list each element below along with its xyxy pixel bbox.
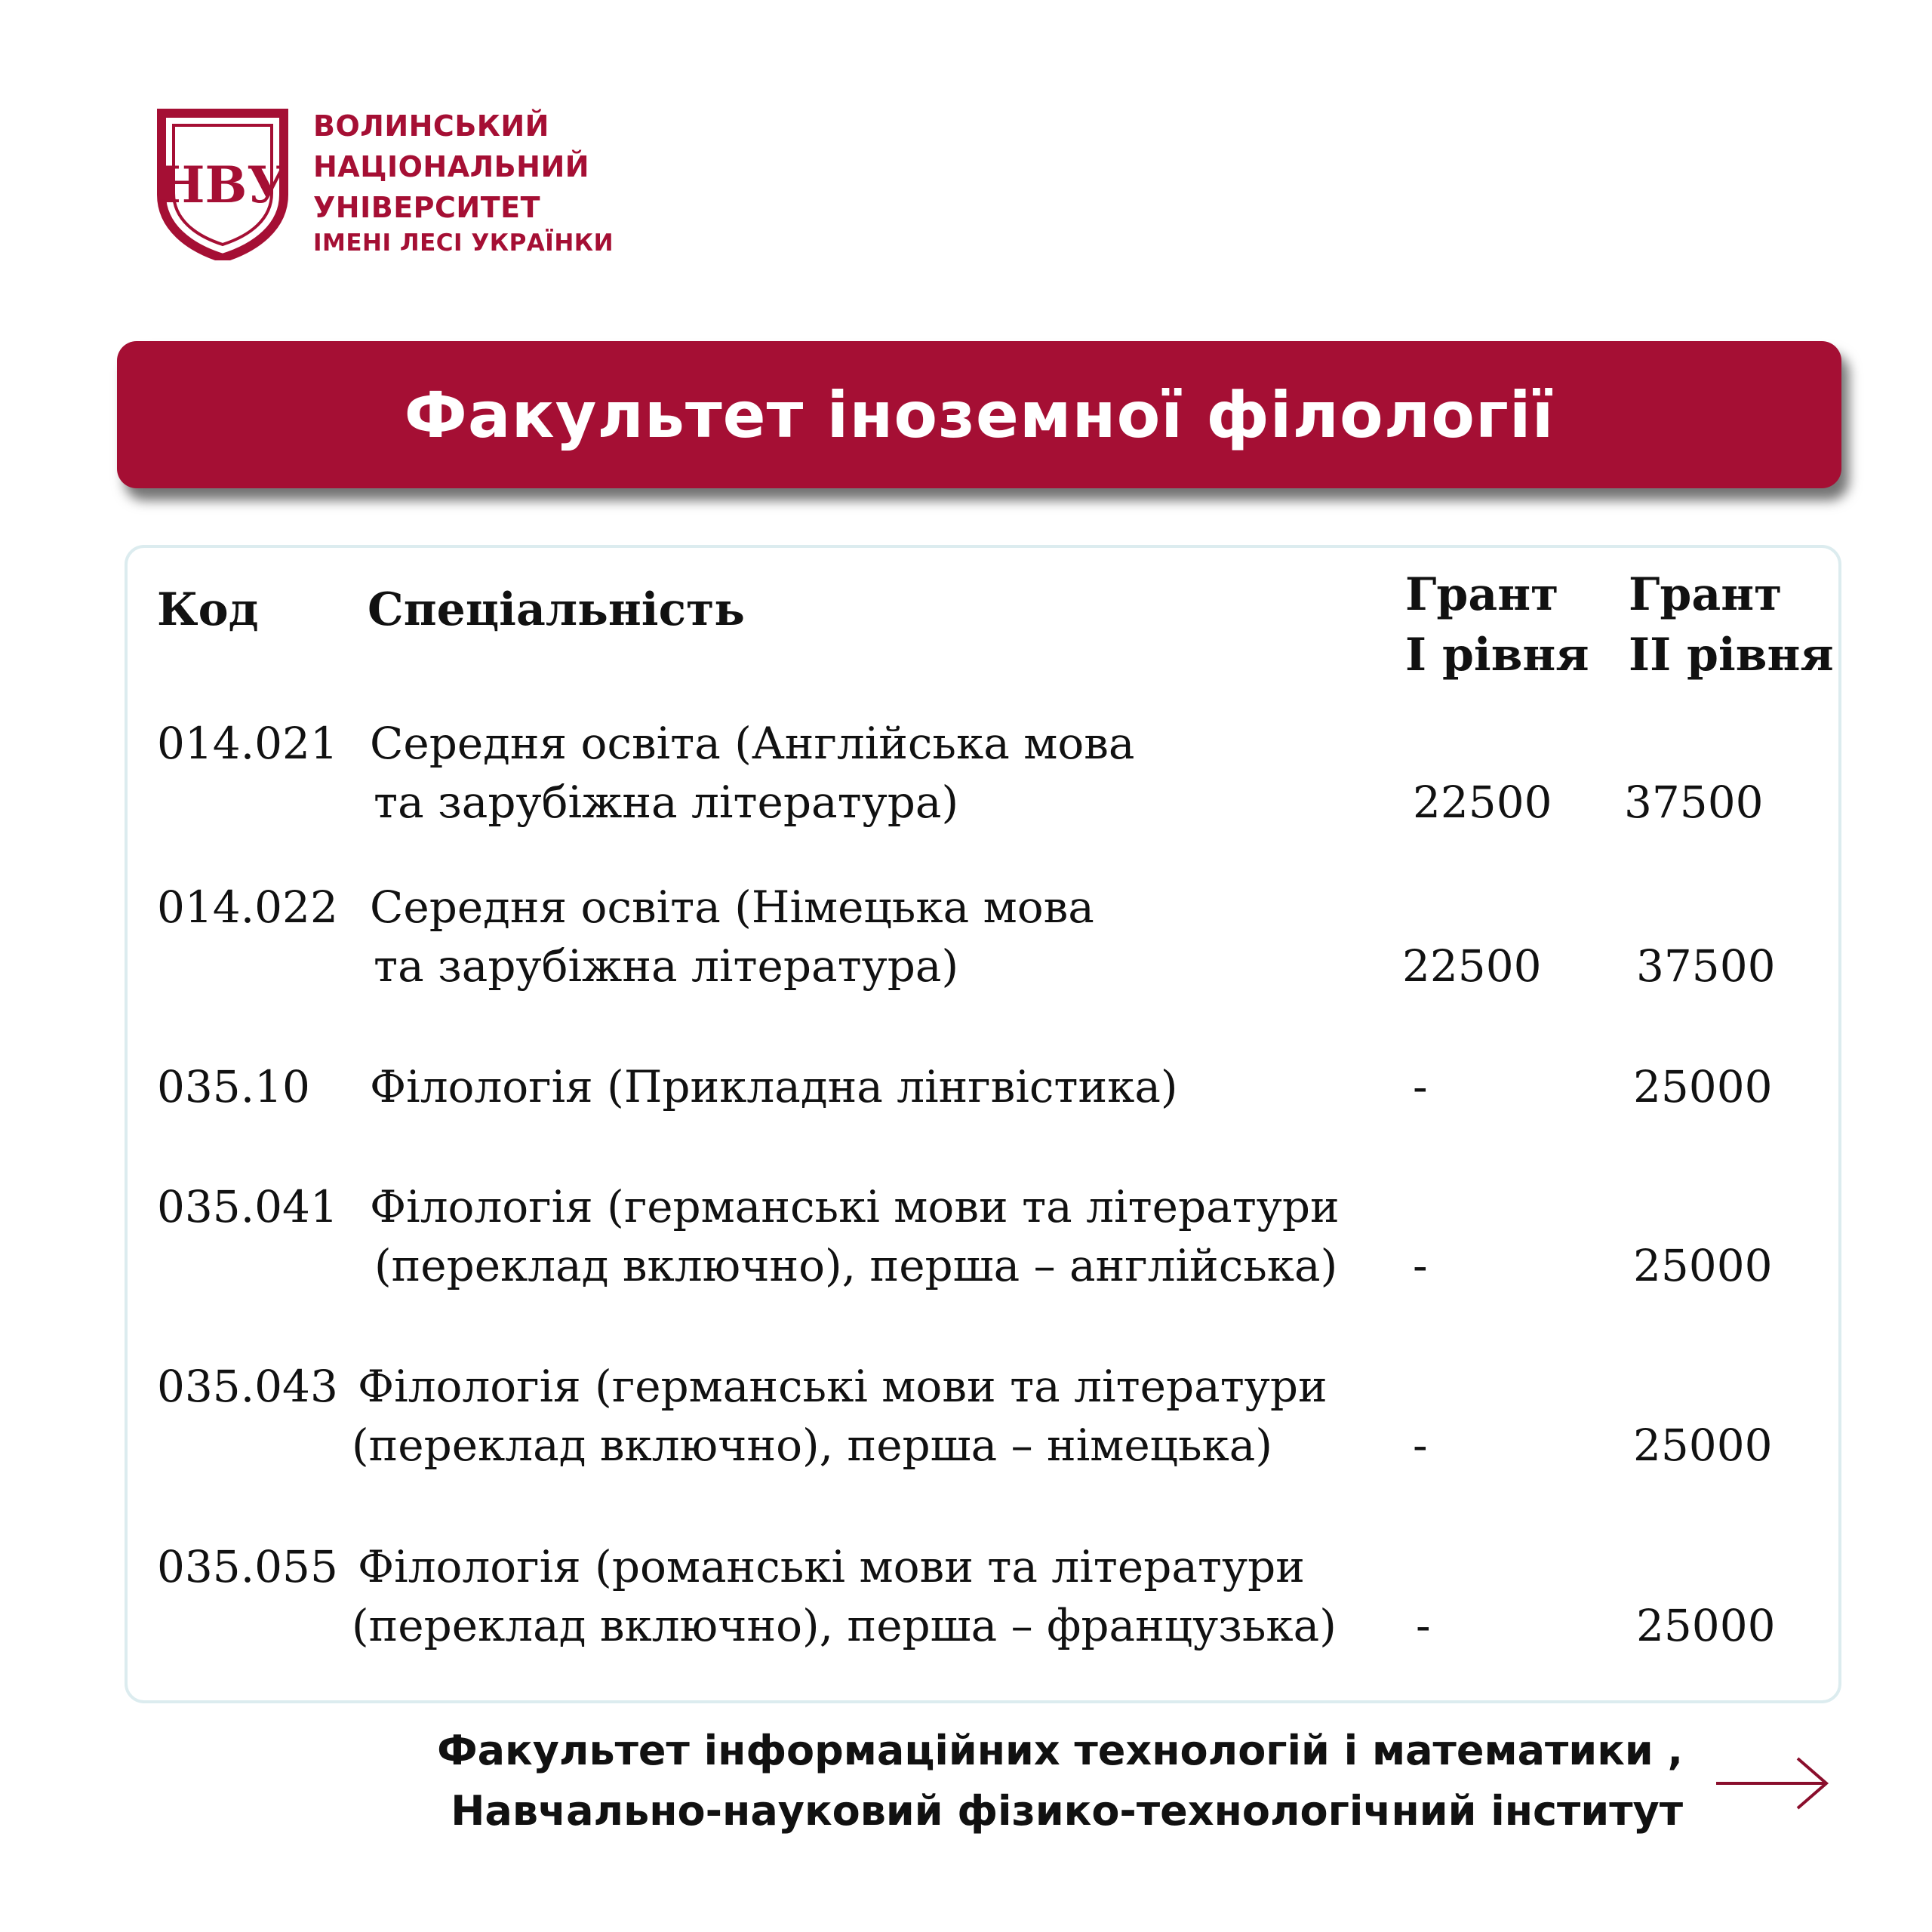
row-3-code: 035.10 xyxy=(157,1061,310,1112)
university-name-line-4: ІМЕНІ ЛЕСІ УКРАЇНКИ xyxy=(313,229,614,257)
row-1-grant-2: 37500 xyxy=(1624,777,1764,828)
header-specialty: Спеціальність xyxy=(368,583,746,636)
row-4-code: 035.041 xyxy=(157,1181,338,1232)
header-grant-2-line-1: Грант xyxy=(1629,568,1783,621)
row-2-grant-1: 22500 xyxy=(1402,940,1542,992)
university-shield-icon xyxy=(151,106,294,260)
row-6-specialty-line-1: Філологія (романські мови та літератури xyxy=(358,1541,1305,1592)
row-5-code: 035.043 xyxy=(157,1361,338,1412)
header-grant-1 xyxy=(1405,565,1589,685)
header-grant-1-line-2: I рівня xyxy=(1405,629,1589,681)
row-2-code: 014.022 xyxy=(157,881,338,933)
row-1-specialty-line-1: Середня освіта (Англійська мова xyxy=(370,718,1135,769)
university-logo xyxy=(151,106,619,264)
row-4-specialty-line-2: (переклад включно), перша – англійська) xyxy=(374,1240,1338,1291)
row-4-specialty-line-1: Філологія (германські мови та літератури xyxy=(370,1181,1340,1232)
row-3-grant-1: - xyxy=(1413,1061,1428,1112)
row-3-specialty-line-1: Філологія (Прикладна лінгвістика) xyxy=(370,1061,1178,1112)
row-1-grant-1: 22500 xyxy=(1413,777,1552,828)
monogram-letters: НВУ xyxy=(158,155,288,214)
row-6-grant-1: - xyxy=(1416,1600,1431,1651)
header-grant-2-line-2: II рівня xyxy=(1629,629,1834,681)
row-6-code: 035.055 xyxy=(157,1541,338,1592)
row-4-grant-1: - xyxy=(1413,1240,1428,1291)
row-3-grant-2: 25000 xyxy=(1633,1061,1773,1112)
row-5-specialty-line-2: (переклад включно), перша – німецька) xyxy=(352,1420,1273,1471)
row-4-grant-2: 25000 xyxy=(1633,1240,1773,1291)
header-code: Код xyxy=(157,583,259,636)
header-grant-1-line-1: Грант xyxy=(1405,568,1559,621)
row-5-specialty-line-1: Філологія (германські мови та літератури xyxy=(358,1361,1327,1412)
faculty-title-banner xyxy=(117,341,1841,488)
row-6-grant-2: 25000 xyxy=(1636,1600,1776,1651)
university-name-line-1: ВОЛИНСЬКИЙ xyxy=(313,109,549,143)
row-1-code: 014.021 xyxy=(157,718,338,769)
next-faculties-line-2: Навчально-науковий фізико-технологічний інститут xyxy=(451,1787,1683,1835)
row-2-specialty-line-2: та зарубіжна література) xyxy=(374,940,959,992)
row-2-grant-2: 37500 xyxy=(1636,940,1776,992)
row-1-specialty-line-2: та зарубіжна література) xyxy=(374,777,959,828)
arrow-right-icon[interactable] xyxy=(1713,1749,1834,1817)
row-5-grant-2: 25000 xyxy=(1633,1420,1773,1471)
row-5-grant-1: - xyxy=(1413,1420,1428,1471)
university-name-line-2: НАЦІОНАЛЬНИЙ xyxy=(313,150,590,183)
header-grant-2 xyxy=(1629,565,1834,685)
university-name xyxy=(313,106,614,258)
faculty-title: Факультет іноземної філології xyxy=(404,377,1555,452)
next-faculties-caption xyxy=(437,1721,1683,1841)
next-faculties-line-1: Факультет інформаційних технологій і математики , xyxy=(437,1727,1683,1774)
row-2-specialty-line-1: Середня освіта (Німецька мова xyxy=(370,881,1094,933)
university-name-line-3: УНІВЕРСИТЕТ xyxy=(313,191,541,224)
row-6-specialty-line-2: (переклад включно), перша – французька) xyxy=(352,1600,1337,1651)
